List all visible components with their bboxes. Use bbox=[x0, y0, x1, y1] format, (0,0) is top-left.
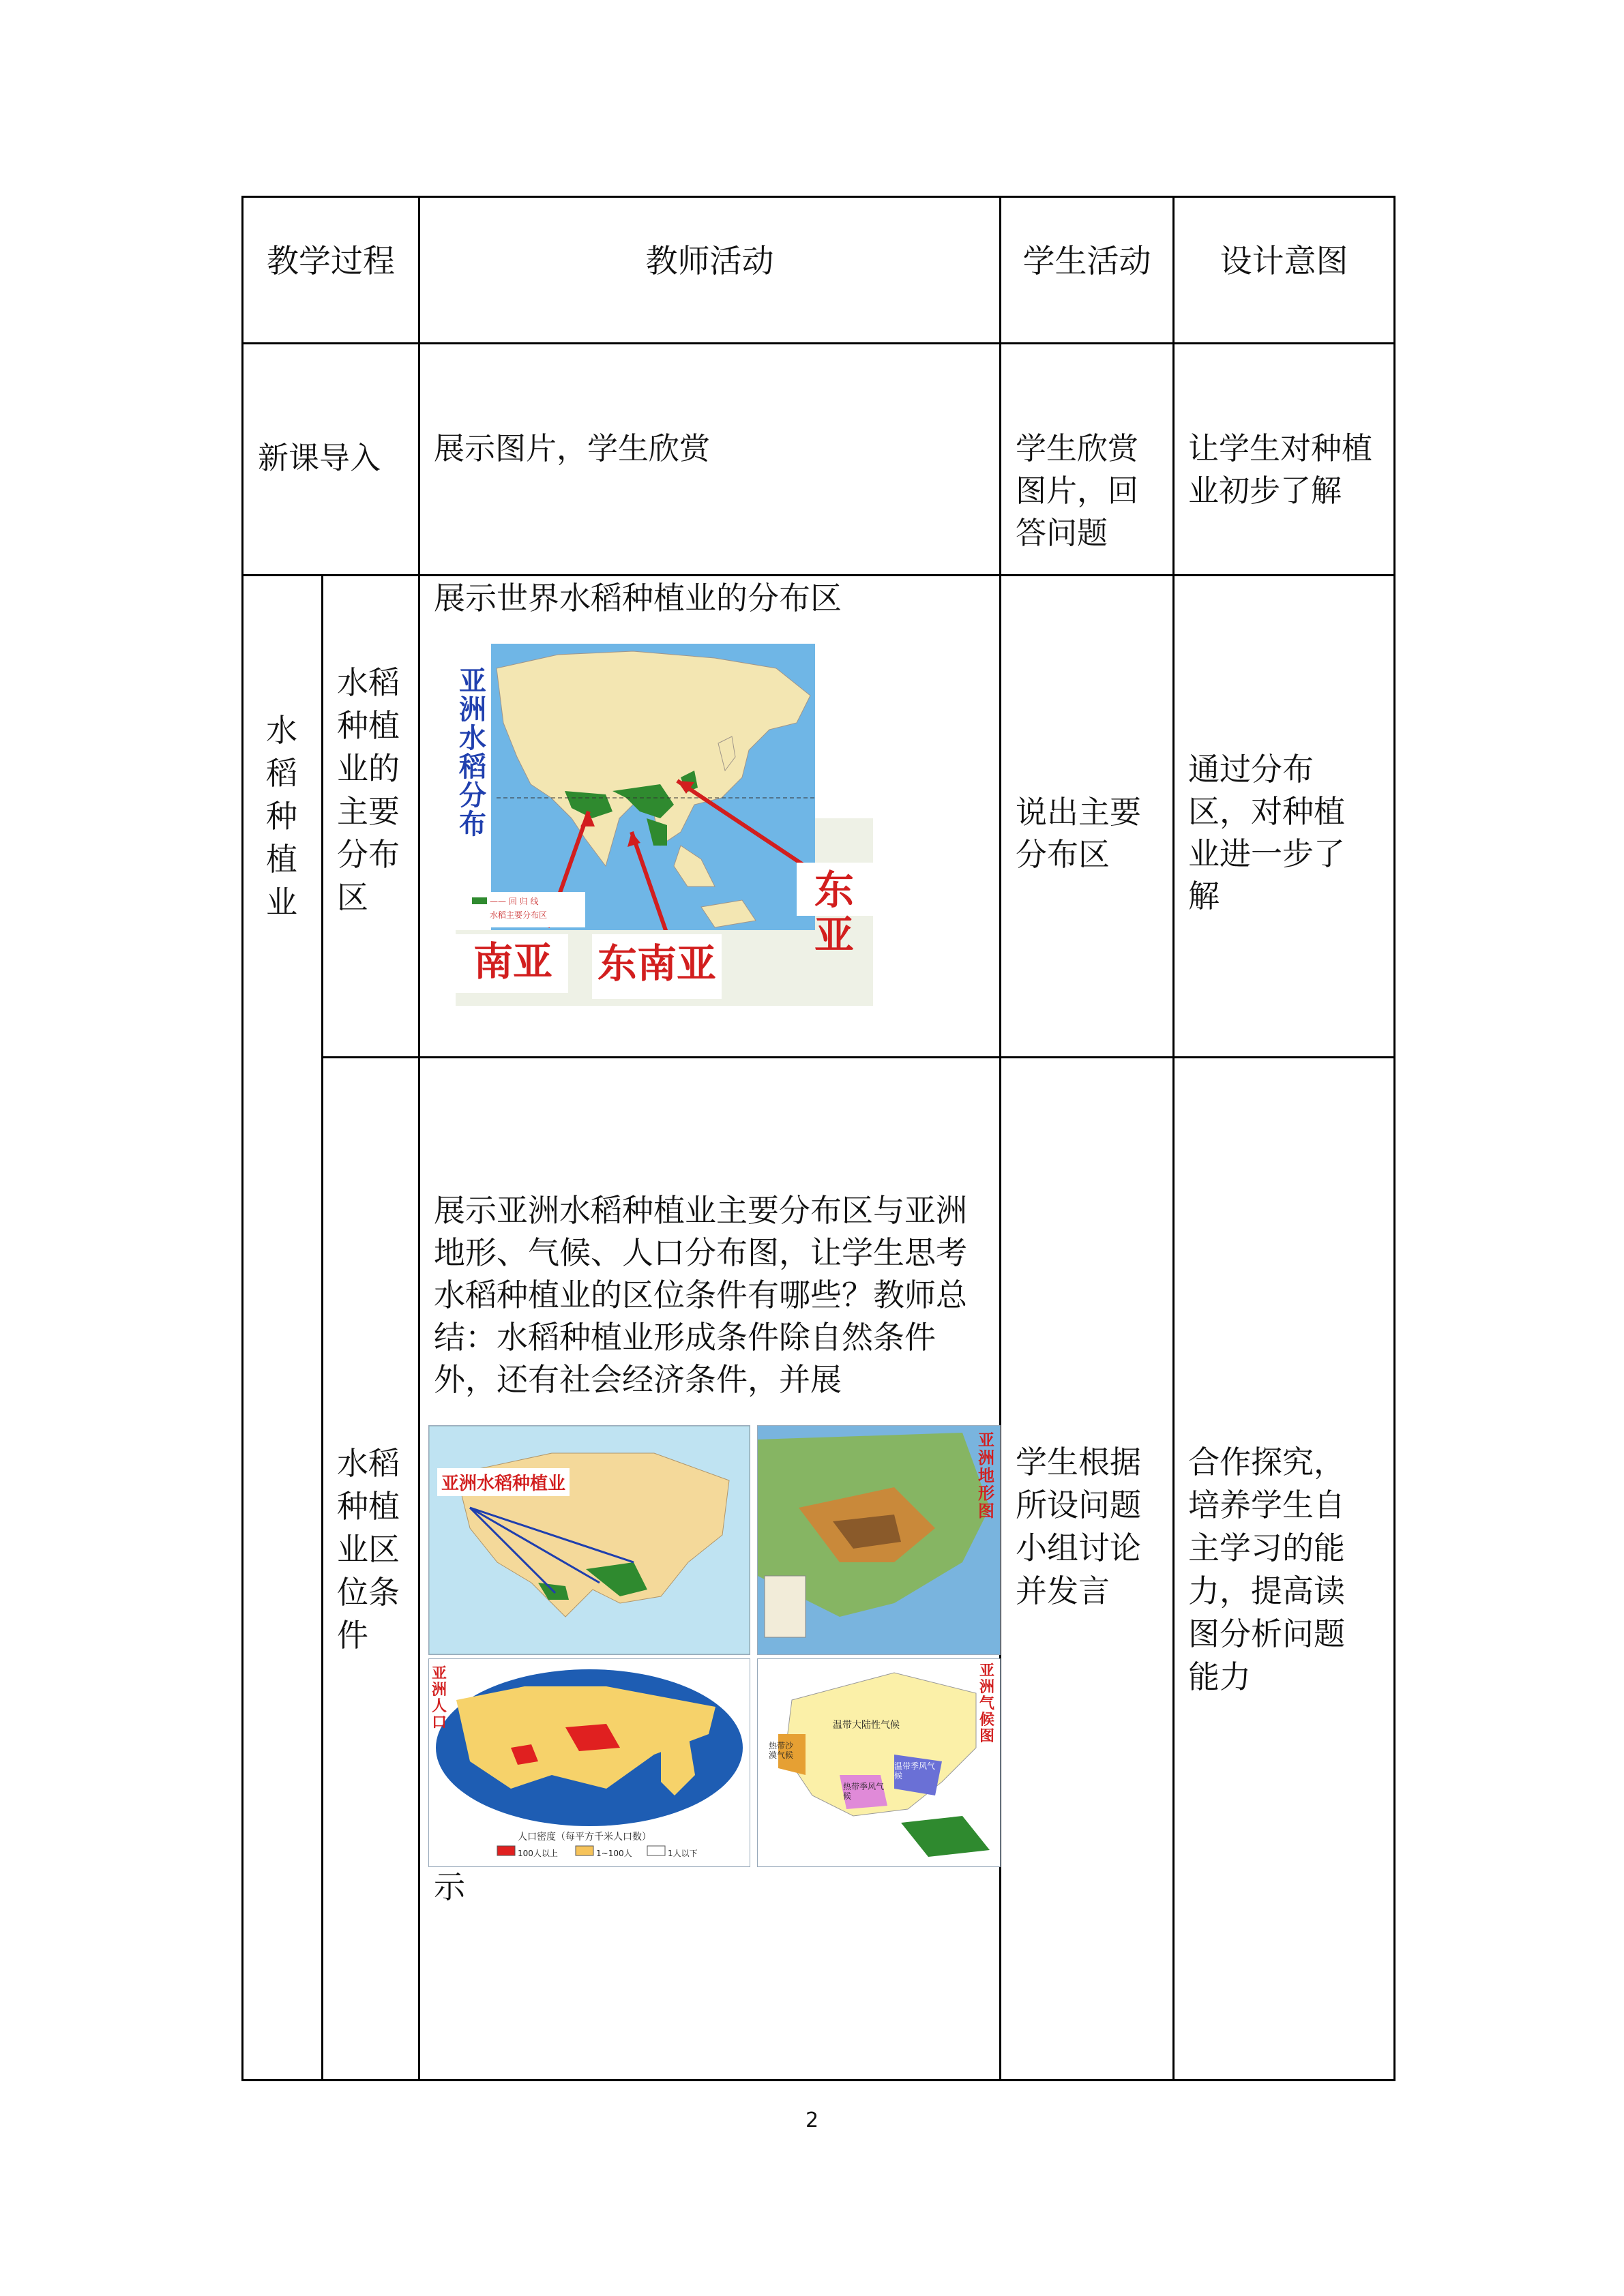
climate-label-3: 温带季风气候 bbox=[894, 1761, 936, 1780]
map-label-east-asia: 东亚 bbox=[814, 867, 854, 958]
asia-terrain-map bbox=[757, 1425, 1001, 1655]
asia-climate-map-svg bbox=[758, 1659, 1000, 1866]
population-map-title: 亚洲人口 bbox=[432, 1665, 447, 1731]
asia-terrain-map-svg bbox=[758, 1426, 1000, 1654]
climate-map-title: 亚洲气候图 bbox=[979, 1663, 995, 1745]
row3-student-activity: 学生根据所设问题小组讨论并发言 bbox=[1016, 1444, 1141, 1609]
row2-teacher-activity: 展示世界水稻种植业的分布区 bbox=[434, 580, 842, 616]
row3-teacher-tail: 示 bbox=[434, 1868, 465, 1905]
row1-teacher-activity: 展示图片，学生欣赏 bbox=[434, 430, 711, 466]
map-legend-line1: —— 回 归 线 bbox=[490, 897, 539, 906]
population-legend-item-2: 1~100人 bbox=[596, 1849, 632, 1858]
process-teacher-divider bbox=[418, 196, 420, 2081]
header-bottom-border bbox=[241, 342, 1396, 344]
row3-teacher-text: 展示亚洲水稻种植业主要分布区与亚洲地形、气候、人口分布图，让学生思考水稻种植业的区位条件有哪些？教师总结：水稻种植业形成条件除自然条件外，还有社会经济条件，并展 bbox=[434, 1192, 967, 1398]
row1-process: 新课导入 bbox=[258, 440, 381, 476]
header-design-intent: 设计意图 bbox=[1220, 243, 1348, 280]
row2-bottom-border bbox=[323, 1056, 1396, 1058]
map-label-south-asia: 南亚 bbox=[473, 938, 552, 985]
row1-student-activity: 学生欣赏图片，回答问题 bbox=[1016, 430, 1139, 551]
row3-sub-label: 水稻种植业区位条件 bbox=[337, 1445, 400, 1654]
population-legend-title: 人口密度（每平方千米人口数） bbox=[518, 1832, 651, 1843]
population-legend-item-3: 1人以下 bbox=[668, 1849, 698, 1858]
header-student-activity: 学生活动 bbox=[1022, 243, 1151, 280]
row3-design-intent: 合作探究，培养学生自主学习的能力，提高读图分析问题能力 bbox=[1188, 1444, 1345, 1695]
map-legend-line2: 水稻主要分布区 bbox=[490, 910, 548, 920]
map-label-southeast-asia: 东南亚 bbox=[597, 940, 716, 987]
climate-label-2: 热带沙漠气候 bbox=[769, 1741, 794, 1760]
student-intent-divider bbox=[1172, 196, 1175, 2081]
table-right-border bbox=[1393, 196, 1396, 2081]
page-number: 2 bbox=[805, 2108, 819, 2132]
row2-sub-label: 水稻种植业的主要分布区 bbox=[337, 664, 400, 916]
row2-student-activity: 说出主要分布区 bbox=[1016, 794, 1141, 873]
header-teacher-activity: 教师活动 bbox=[645, 243, 774, 280]
table-bottom-border bbox=[241, 2079, 1396, 2081]
table-top-border bbox=[241, 196, 1396, 198]
asia-rice-planting-map bbox=[428, 1425, 750, 1655]
asia-rice-distribution-map bbox=[456, 641, 873, 1006]
table-left-border bbox=[241, 196, 243, 2081]
climate-label-1: 温带大陆性气候 bbox=[833, 1720, 900, 1731]
map-vertical-title: 亚洲水稻分布 bbox=[459, 666, 486, 840]
header-process: 教学过程 bbox=[267, 243, 395, 280]
group-label-rice: 水稻种植业 bbox=[266, 712, 297, 921]
population-legend-item-1: 100人以上 bbox=[518, 1849, 558, 1858]
row1-bottom-border bbox=[241, 574, 1396, 576]
rice-map-title: 亚洲水稻种植业 bbox=[437, 1468, 570, 1496]
group-sub-divider bbox=[321, 574, 323, 2081]
asia-population-map bbox=[428, 1658, 750, 1867]
asia-rice-planting-map-svg bbox=[429, 1426, 750, 1654]
row2-design-intent: 通过分布区，对种植业进一步了解 bbox=[1188, 751, 1345, 914]
asia-climate-map bbox=[757, 1658, 1001, 1867]
climate-label-4: 热带季风气候 bbox=[843, 1782, 885, 1801]
terrain-map-title: 亚洲地形图 bbox=[978, 1431, 994, 1521]
row1-design-intent: 让学生对种植业初步了解 bbox=[1188, 430, 1373, 509]
